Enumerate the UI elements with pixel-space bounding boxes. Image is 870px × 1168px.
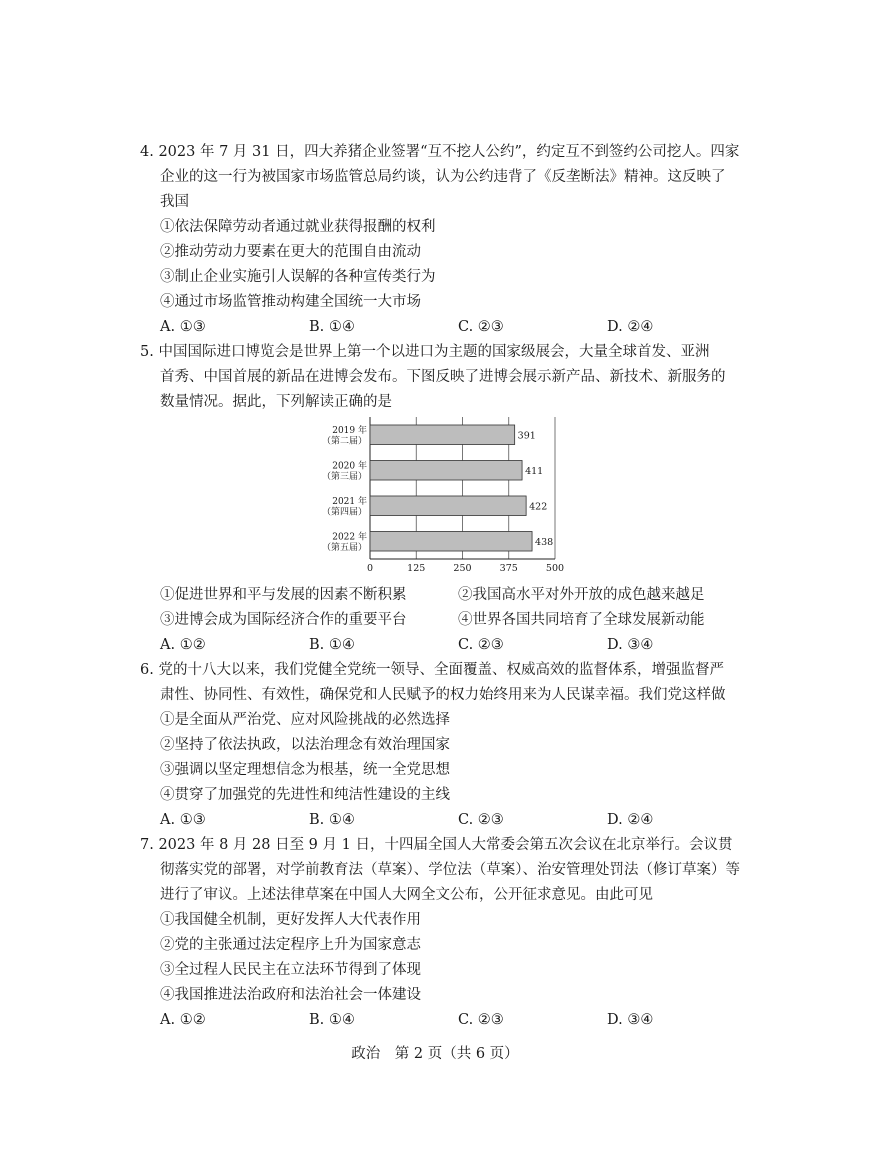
q5-statement-2: ②我国高水平对外开放的成色越来越足	[458, 587, 705, 603]
chart-category-labels	[322, 424, 367, 553]
q4-statement-1: ①依法保障劳动者通过就业获得报酬的权利	[160, 219, 436, 235]
q4-option-b[interactable]: B. ①④	[309, 319, 355, 335]
x-tick-label-0: 0	[366, 563, 374, 574]
q4-statement-4: ④通过市场监管推动构建全国统一大市场	[160, 294, 421, 310]
category-label-0-1: （第二届）	[321, 436, 367, 447]
q4-stem-line-2: 企业的这一行为被国家市场监管总局约谈，认为公约违背了《反垄断法》精神。这反映了	[160, 169, 726, 185]
q6-statement-3: ③强调以坚定理想信念为根基，统一全党思想	[160, 762, 450, 778]
q5-option-c[interactable]: C. ②③	[458, 637, 504, 653]
q5-option-a[interactable]: A. ①②	[160, 637, 206, 653]
chart-tick-labels	[367, 563, 564, 574]
q7-option-c[interactable]: C. ②③	[458, 1012, 504, 1028]
q6-statement-2: ②坚持了依法执政，以法治理念有效治理国家	[160, 737, 450, 753]
bar-1	[370, 460, 522, 480]
bar-chart	[320, 415, 570, 580]
q7-statement-3: ③全过程人民民主在立法环节得到了体现	[160, 962, 421, 978]
q7-stem-line-1: 7. 2023 年 8 月 28 日至 9 月 1 日，十四届全国人大常委会第五次会议在北京举行。会议贯	[140, 837, 733, 853]
q5-stem-line-1: 5. 中国国际进口博览会是世界上第一个以进口为主题的国家级展会，大量全球首发、亚洲	[140, 344, 710, 360]
x-tick-label-250: 250	[453, 563, 472, 574]
q6-option-b[interactable]: B. ①④	[309, 812, 355, 828]
q4-statement-2: ②推动劳动力要素在更大的范围自由流动	[160, 244, 421, 260]
q6-option-c[interactable]: C. ②③	[458, 812, 504, 828]
q6-option-d[interactable]: D. ②④	[607, 812, 654, 828]
bar-value-label-0: 391	[517, 430, 536, 442]
q5-statement-4: ④世界各国共同培育了全球发展新动能	[458, 612, 705, 628]
q5-statement-1: ①促进世界和平与发展的因素不断积累	[160, 587, 407, 603]
x-tick-label-375: 375	[499, 563, 518, 574]
q5-stem-line-2: 首秀、中国首展的新品在进博会发布。下图反映了进博会展示新产品、新技术、新服务的	[160, 369, 726, 385]
chart-value-labels	[518, 430, 554, 548]
q4-statement-3: ③制止企业实施引人误解的各种宣传类行为	[160, 269, 436, 285]
q4-stem-line-3: 我国	[160, 194, 189, 210]
q7-option-d[interactable]: D. ③④	[607, 1012, 654, 1028]
bar-3	[370, 531, 532, 551]
q5-stem-line-3: 数量情况。据此，下列解读正确的是	[160, 394, 392, 410]
bar-value-label-3: 438	[535, 536, 554, 548]
bar-value-label-1: 411	[525, 465, 544, 477]
q7-option-b[interactable]: B. ①④	[309, 1012, 355, 1028]
page-footer: 政治 第 2 页（共 6 页）	[351, 1046, 519, 1062]
category-label-2-0: 2021 年	[332, 496, 367, 507]
q6-option-a[interactable]: A. ①③	[160, 812, 206, 828]
chart-bars	[370, 425, 532, 551]
q5-statement-3: ③进博会成为国际经济合作的重要平台	[160, 612, 407, 628]
q4-stem-line-1: 4. 2023 年 7 月 31 日，四大养猪企业签署“互不挖人公约”，约定互不到签约公司挖人。四家	[140, 144, 740, 160]
q7-statement-1: ①我国健全机制，更好发挥人大代表作用	[160, 912, 421, 928]
bar-2	[370, 496, 526, 516]
q7-statement-4: ④我国推进法治政府和法治社会一体建设	[160, 987, 421, 1003]
category-label-1-1: （第三届）	[321, 471, 367, 482]
q5-option-b[interactable]: B. ①④	[309, 637, 355, 653]
q4-option-a[interactable]: A. ①③	[160, 319, 206, 335]
q6-statement-4: ④贯穿了加强党的先进性和纯洁性建设的主线	[160, 787, 450, 803]
category-label-3-1: （第五届）	[321, 542, 367, 553]
bar-value-label-2: 422	[529, 501, 548, 513]
category-label-0-0: 2019 年	[332, 425, 367, 436]
q6-statement-1: ①是全面从严治党、应对风险挑战的必然选择	[160, 712, 450, 728]
q4-option-c[interactable]: C. ②③	[458, 319, 504, 335]
q7-stem-line-3: 进行了审议。上述法律草案在中国人大网全文公布，公开征求意见。由此可见	[160, 887, 653, 903]
bar-0	[370, 425, 515, 445]
q7-statement-2: ②党的主张通过法定程序上升为国家意志	[160, 937, 421, 953]
category-label-3-0: 2022 年	[332, 532, 367, 543]
q6-stem-line-1: 6. 党的十八大以来，我们党健全党统一领导、全面覆盖、权威高效的监督体系，增强监督严	[140, 662, 724, 678]
x-tick-label-500: 500	[545, 563, 565, 574]
q6-stem-line-2: 肃性、协同性、有效性，确保党和人民赋予的权力始终用来为人民谋幸福。我们党这样做	[160, 687, 726, 703]
q5-option-d[interactable]: D. ③④	[607, 637, 654, 653]
q7-stem-line-2: 彻落实党的部署，对学前教育法（草案）、学位法（草案）、治安管理处罚法（修订草案）等	[160, 862, 740, 878]
category-label-2-1: （第四届）	[321, 507, 367, 518]
q4-option-d[interactable]: D. ②④	[607, 319, 654, 335]
q7-option-a[interactable]: A. ①②	[160, 1012, 206, 1028]
category-label-1-0: 2020 年	[332, 461, 367, 472]
x-tick-label-125: 125	[407, 563, 426, 574]
